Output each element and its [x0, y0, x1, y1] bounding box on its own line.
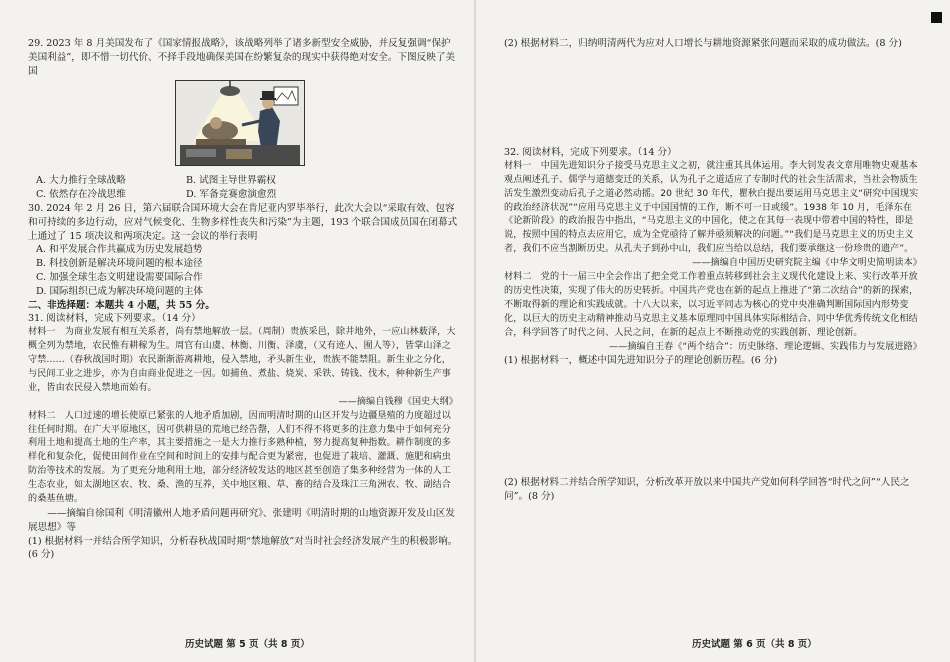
q32-material-one: 材料一 中国先进知识分子接受马克思主义之初，就注重其具体运用。李大钊发表文章用唯物史观基本观点阐述孔子、儒学与道德变迁的关系，认为孔子之道适应了专制时代的社会生活需求，当社会物质生活发生激烈变动后孔子之道必然动摇。20 世纪 30 年代，瞿秋白提出要运用马克思主义“研究中国现实的政治经济状况”“应用马克思主义于中国国情的工作，断不可一日或缓”。1938 年 10 月，毛泽东在《论新阶段》的政治报告中指出，“马克思主义的中国化，使之在其每一表现中带着中国的特性，即是说，按照中国的特点去应用它，成为全党亟待了解并亟须解决的问题。”“我们是马克思主义的历史主义者，我们不应当割断历史。从孔夫子到孙中山，我们应当给以总结，我们要承继这一份珍贵的遗产”。: [504, 160, 919, 255]
q31-stem: 31. 阅读材料，完成下列要求。（14 分）: [28, 313, 201, 325]
q32-material-one-source: ——摘编自中国历史研究院主编《中华文明史简明读本》: [692, 258, 922, 269]
q30-option-a[interactable]: A. 和平发展合作共赢成为历史发展趋势: [36, 244, 203, 256]
q29-stem: 29. 2023 年 8 月美国发布了《国家情报战略》，该战略列举了诸多新型安全威胁，并反复强调“保护美国利益”，即不惜一切代价、不择手段地确保美国在纷繁复杂的现实中获得绝对安全。下图反映了美国: [28, 38, 456, 77]
left-page-footer: 历史试题 第 5 页（共 8 页）: [185, 639, 310, 650]
q29-option-b[interactable]: B. 试图主导世界霸权: [186, 175, 276, 187]
q31-material-two-source: ——摘编自徐国利《明清徽州人地矛盾问题再研究》、张建明《明清时期的山地资源开发及山区发展思想》等: [28, 507, 455, 533]
q31-sub-question-2: (2) 根据材料二，归纳明清两代为应对人口增长与耕地资源紧张问题而采取的成功做法。(8 分): [504, 38, 902, 49]
q32-sub-question-2: (2) 根据材料二并结合所学知识，分析改革开放以来中国共产党如何科学回答“时代之问”“人民之问”。(8 分): [504, 477, 910, 502]
q32-material-two-source: ——摘编自王春《“两个结合”：历史脉络、理论逻辑、实践伟力与发展进路》: [608, 341, 922, 352]
q30-option-b[interactable]: B. 科技创新是解决环境问题的根本途径: [36, 258, 203, 270]
left-page: [0, 0, 470, 662]
right-page-footer: 历史试题 第 6 页（共 8 页）: [692, 639, 817, 650]
right-page: [480, 0, 950, 662]
q32-stem: 32. 阅读材料，完成下列要求。（14 分）: [504, 147, 677, 158]
q30-options: [28, 243, 458, 298]
q32-sub-question-1: (1) 根据材料一，概述中国先进知识分子的理论创新历程。(6 分): [504, 355, 778, 367]
section-two-heading: 二、非选择题：本题共 4 小题，共 55 分。: [28, 299, 215, 311]
q32-material-two: 材料二 党的十一届三中全会作出了把全党工作着重点转移到社会主义现代化建设上来、实行改革开放的历史性决策，实现了伟大的历史转折。中国共产党也在新的起点上推进了“第二次结合”的新的探索，不断取得新的理论和实践成就。十八大以来，以习近平同志为核心的党中央准确判断国际国内形势变化，以巨大的历史主动精神推动马克思主义基本原理同中国具体实际相结合、同中华优秀传统文化相结合，科学回答了时代之问、人民之问，在新的起点上不断推动党的实践创新、理论创新。: [504, 272, 919, 338]
q29-options: [36, 174, 336, 202]
page-fold: [474, 0, 476, 662]
q30-option-d[interactable]: D. 国际组织已成为解决环境问题的主体: [36, 285, 203, 297]
q31-material-one: 材料一 为商业发展有相互关系者，尚有禁地解放一层。（周制）贵族采邑，除井地外，一应山林薮泽，大概全列为禁地，农民惟有耕稼为生。周官有山虞、林衡、川衡、泽虞，（又有迹人、囿人等），皆掌山泽之守禁……（春秋战国时期）农民渐渐游离耕地，侵入禁地，矛头新生业，贵族不能禁阻。新生业之分化，与民间工业之进步，亦为自由商业促进之一因。如捕鱼、煮盐、烧炭、采铁、铸钱、伐木，种种新生产事业，皆由农民侵入禁地而始有。: [28, 327, 456, 393]
us-intelligence-cartoon: [175, 80, 305, 166]
q29-option-d[interactable]: D. 军备竞赛愈演愈烈: [186, 189, 277, 201]
right-column-main: [504, 146, 922, 368]
q31-material-two: 材料二 人口过速的增长使原已紧张的人地矛盾加剧，因而明清时期的山区开发与边疆垦殖的力度超过以往任何时期。在广大平原地区，因可供耕垦的荒地已经告罄，人们不得不将更多的注意力集中于如何充分利用土地和提高土地的生产率，其主要措施之一是大力推行多熟种植，努力提高复种指数。耕作制度的多样化和复杂化，促使田间作业在空间和时间上的安排与配合更为紧密，也促进了栽培、灌溉、施肥和病虫防治等技术的发展。为了更充分地利用土地，部分经济较发达的地区甚至创造了集多种经营为一体的人工生态农业，如太湖地区农、牧、桑、渔的互养，关中地区粮、草、畜的结合及珠江三角洲农、牧、副结合的桑基鱼塘。: [28, 410, 451, 505]
q29-option-c[interactable]: C. 依然存在冷战思维: [36, 189, 126, 201]
q30-stem: 30. 2024 年 2 月 26 日，第六届联合国环境大会在肯尼亚内罗毕举行，此次大会以“采取有效、包容和可持续的多边行动，应对气候变化、生物多样性丧失和污染”为主题，193 个联合国成员国在闭幕式上通过了 15 项决议和两项决定。这一会议的举行表明: [28, 202, 458, 242]
q29-option-a[interactable]: A. 大力推行全球战略: [36, 175, 126, 187]
right-column-bottom: [504, 476, 922, 504]
q31-material-one-source: ——摘编自钱穆《国史大纲》: [338, 396, 458, 407]
q30-option-c[interactable]: C. 加强全球生态文明建设需要国际合作: [36, 271, 203, 283]
right-column-top: [504, 37, 922, 51]
q31-sub-question-1: (1) 根据材料一并结合所学知识，分析春秋战国时期“禁地解放”对当时社会经济发展产生的积极影响。(6 分): [28, 535, 458, 561]
cartoon-drawing: [176, 81, 304, 165]
